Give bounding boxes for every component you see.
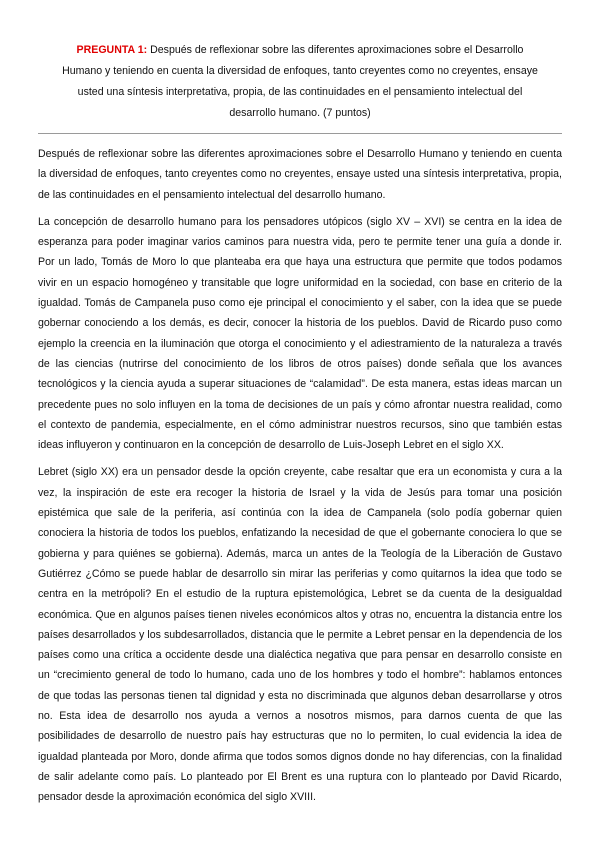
horizontal-divider [38,133,562,134]
question-label: PREGUNTA 1: [76,44,148,56]
essay-body [38,144,562,808]
question-text: Después de reflexionar sobre las diferentes aproximaciones sobre el Desarrollo Humano y teniendo en cuenta la diversidad de enfoques, tanto creyentes como no creyentes, ensaye usted una síntesis interpretativa, propia, de las continuidades en el pensamiento intelectual del desarrollo humano. (7 puntos) [62,44,538,119]
paragraph-utopian-thinkers: La concepción de desarrollo humano para los pensadores utópicos (siglo XV – XVI) se centra en la idea de esperanza para poder imaginar varios caminos para nuestra vida, pero te permite tener una guía a donde ir. Por un lado, Tomás de Moro lo que planteaba era que haya una estructura que permite que todos podamos vivir en un espacio homogéneo y transitable que logre uniformidad en la sociedad, con base en criterio de la igualdad. Tomás de Campanela puso como eje principal el conocimiento y el saber, con la idea que se puede gobernar conociendo a los demás, es decir, conocer la historia de los pueblos. David de Ricardo puso como ejemplo la creencia en la iluminación que otorga el conocimiento y el adiestramiento de la naturaleza a través de las ciencias (nutrirse del conocimiento de los libros de otros países) donde señala que los avances tecnológicos y la ciencia ayuda a superar situaciones de “calamidad”. De esta manera, estas ideas marcan un precedente pues no solo influyen en la toma de decisiones de un país y cómo afrontar nuestra realidad, como el contexto de pandemia, especialmente, en el cómo administrar nuestros recursos, sino que también estas ideas influyeron y continuaron en la concepción de desarrollo de Luis-Joseph Lebret en el siglo XX. [38,215,562,452]
paragraph-lebret: Lebret (siglo XX) era un pensador desde la opción creyente, cabe resaltar que era un economista y cura a la vez, la inspiración de este era recoger la historia de Israel y la vida de Jesús para tomar una posición epistémica que sale de la periferia, así continúa con la idea de Campanela (solo podía gobernar quien conociera la historia de todos los pueblos, enfatizando la necesidad de que el gobernante conociera lo que se gobierna y para quiénes se gobierna). Además, marca un antes de la Teología de la Liberación de Gustavo Gutiérrez ¿Cómo se puede hablar de desarrollo sin mirar las periferias y como quitarnos la idea que todo se centra en la metrópoli? En el estudio de la ruptura epistemológica, Lebret se da cuenta de la desigualdad económica. Que en algunos países tienen niveles económicos altos y otras no, encuentra la distancia entre los países desarrollados y los subdesarrollados, distancia que le permite a Lebret pensar en la dependencia de los países como una crítica a occidente desde una dialéctica negativa que para pensar en desarrollo consiste en un “crecimiento general de todo lo humano, cada uno de los hombres y todo el hombre”: hablamos entonces de que todas las personas tienen tal dignidad y esta no discriminada que algunos deban desarrollarse y otros no. Esta idea de desarrollo nos ayuda a vernos a nosotros mismos, para darnos cuenta de que las posibilidades de desarrollo de nuestro país hay estructuras que no lo permiten, lo cual evidencia la idea de igualdad planteada por Moro, donde afirma que todos somos dignos donde no hay diferencias, con la finalidad de salir adelante como país. Lo planteado por El Brent es una ruptura con lo planteado por David Ricardo, pensador desde la aproximación económica del siglo XVIII. [38,466,562,804]
paragraph-intro: Después de reflexionar sobre las diferentes aproximaciones sobre el Desarrollo Humano y teniendo en cuenta la diversidad de enfoques, tanto creyentes como no creyentes, ensaye usted una síntesis interpretativa, propia, de las continuidades en el pensamiento intelectual del desarrollo humano. [38,148,562,201]
question-heading [60,40,540,124]
